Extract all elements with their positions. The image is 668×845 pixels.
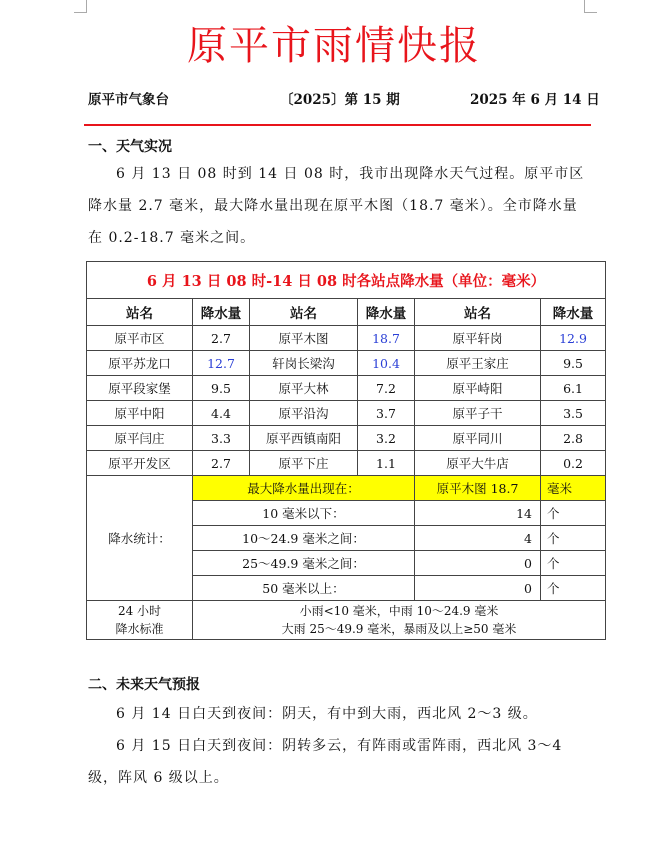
stats-count: 14 (415, 501, 541, 526)
rain-standard-label-line2: 降水标准 (115, 622, 164, 636)
station-name: 原平苏龙口 (87, 351, 193, 376)
station-name: 原平沿沟 (250, 401, 358, 426)
station-name: 原平下庄 (250, 451, 358, 476)
page-corner-mark-right (584, 0, 597, 13)
section-forecast-title: 二、未来天气预报 (88, 677, 200, 693)
issuing-organization: 原平市气象台 (88, 92, 169, 108)
station-name: 原平大牛店 (415, 451, 541, 476)
rain-standard-label (87, 601, 193, 640)
stats-range-label: 50 毫米以上： (193, 576, 415, 601)
station-name: 原平开发区 (87, 451, 193, 476)
stats-unit: 个 (541, 551, 606, 576)
header-amount: 降水量 (541, 299, 606, 326)
station-rainfall: 9.5 (193, 376, 250, 401)
station-rainfall: 9.5 (541, 351, 606, 376)
station-name: 原平木图 (250, 326, 358, 351)
report-title: 原平市雨情快报 (187, 23, 481, 69)
stats-count: 0 (415, 551, 541, 576)
station-rainfall: 2.7 (193, 451, 250, 476)
rainfall-table (86, 261, 606, 640)
table-header-row (87, 299, 606, 326)
header-station: 站名 (250, 299, 358, 326)
stats-label: 降水统计： (87, 476, 193, 601)
issue-date: 2025 年 6 月 14 日 (470, 92, 600, 108)
station-name: 原平子干 (415, 401, 541, 426)
station-rainfall: 0.2 (541, 451, 606, 476)
issue-number: 〔2025〕第 15 期 (280, 92, 400, 108)
station-name: 原平王家庄 (415, 351, 541, 376)
station-rainfall: 3.7 (358, 401, 415, 426)
station-name: 原平段家堡 (87, 376, 193, 401)
page-corner-mark-left (74, 0, 87, 13)
forecast-day2: 6 月 15 日白天到夜间：阴转多云，有阵雨或雷阵雨，西北风 3～4 级，阵风 6 级以上。 (88, 738, 563, 786)
weather-observation-paragraph: 6 月 13 日 08 时到 14 日 08 时，我市出现降水天气过程。原平市区降水量 2.7 毫米，最大降水量出现在原平木图（18.7 毫米）。全市降水量在 0.2-18.7 毫米之间。 (88, 166, 585, 246)
station-row (87, 376, 606, 401)
station-name: 原平闫庄 (87, 426, 193, 451)
station-rainfall: 2.8 (541, 426, 606, 451)
table-caption: 6 月 13 日 08 时-14 日 08 时各站点降水量（单位：毫米） (87, 262, 606, 299)
stats-unit: 个 (541, 526, 606, 551)
station-rainfall: 18.7 (358, 326, 415, 351)
rain-standard-line2: 大雨 25～49.9 毫米，暴雨及以上≥50 毫米 (281, 622, 517, 636)
max-rain-station: 原平木图 18.7 (415, 476, 541, 501)
station-rainfall: 1.1 (358, 451, 415, 476)
station-rainfall: 7.2 (358, 376, 415, 401)
header-station: 站名 (87, 299, 193, 326)
station-row (87, 451, 606, 476)
section-weather-observation-title: 一、天气实况 (88, 139, 172, 155)
header-amount: 降水量 (193, 299, 250, 326)
station-name: 原平西镇南阳 (250, 426, 358, 451)
station-rainfall: 12.9 (541, 326, 606, 351)
rain-standard-label-line1: 24 小时 (117, 604, 162, 618)
station-rainfall: 6.1 (541, 376, 606, 401)
stats-range-label: 10～24.9 毫米之间： (193, 526, 415, 551)
station-rainfall: 4.4 (193, 401, 250, 426)
station-row (87, 401, 606, 426)
stats-range-label: 10 毫米以下： (193, 501, 415, 526)
stats-range-label: 25～49.9 毫米之间： (193, 551, 415, 576)
station-row (87, 426, 606, 451)
station-name: 原平峙阳 (415, 376, 541, 401)
stats-unit: 个 (541, 501, 606, 526)
red-divider-line (84, 124, 591, 126)
station-name: 原平市区 (87, 326, 193, 351)
station-name: 原平同川 (415, 426, 541, 451)
stats-unit: 个 (541, 576, 606, 601)
station-name: 轩岗长梁沟 (250, 351, 358, 376)
station-name: 原平大林 (250, 376, 358, 401)
station-rainfall: 12.7 (193, 351, 250, 376)
station-rainfall: 3.5 (541, 401, 606, 426)
station-name: 原平中阳 (87, 401, 193, 426)
max-rain-unit: 毫米 (541, 476, 606, 501)
station-row (87, 326, 606, 351)
station-rainfall: 10.4 (358, 351, 415, 376)
forecast-day1: 6 月 14 日白天到夜间：阴天，有中到大雨，西北风 2～3 级。 (116, 706, 538, 722)
stats-count: 4 (415, 526, 541, 551)
station-name: 原平轩岗 (415, 326, 541, 351)
max-rain-label: 最大降水量出现在： (193, 476, 415, 501)
header-station: 站名 (415, 299, 541, 326)
stats-count: 0 (415, 576, 541, 601)
station-rainfall: 2.7 (193, 326, 250, 351)
station-rows (87, 326, 606, 476)
rain-standard-line1: 小雨<10 毫米，中雨 10～24.9 毫米 (299, 604, 499, 618)
station-rainfall: 3.2 (358, 426, 415, 451)
station-rainfall: 3.3 (193, 426, 250, 451)
rain-standard-text (193, 601, 606, 640)
station-row (87, 351, 606, 376)
header-amount: 降水量 (358, 299, 415, 326)
